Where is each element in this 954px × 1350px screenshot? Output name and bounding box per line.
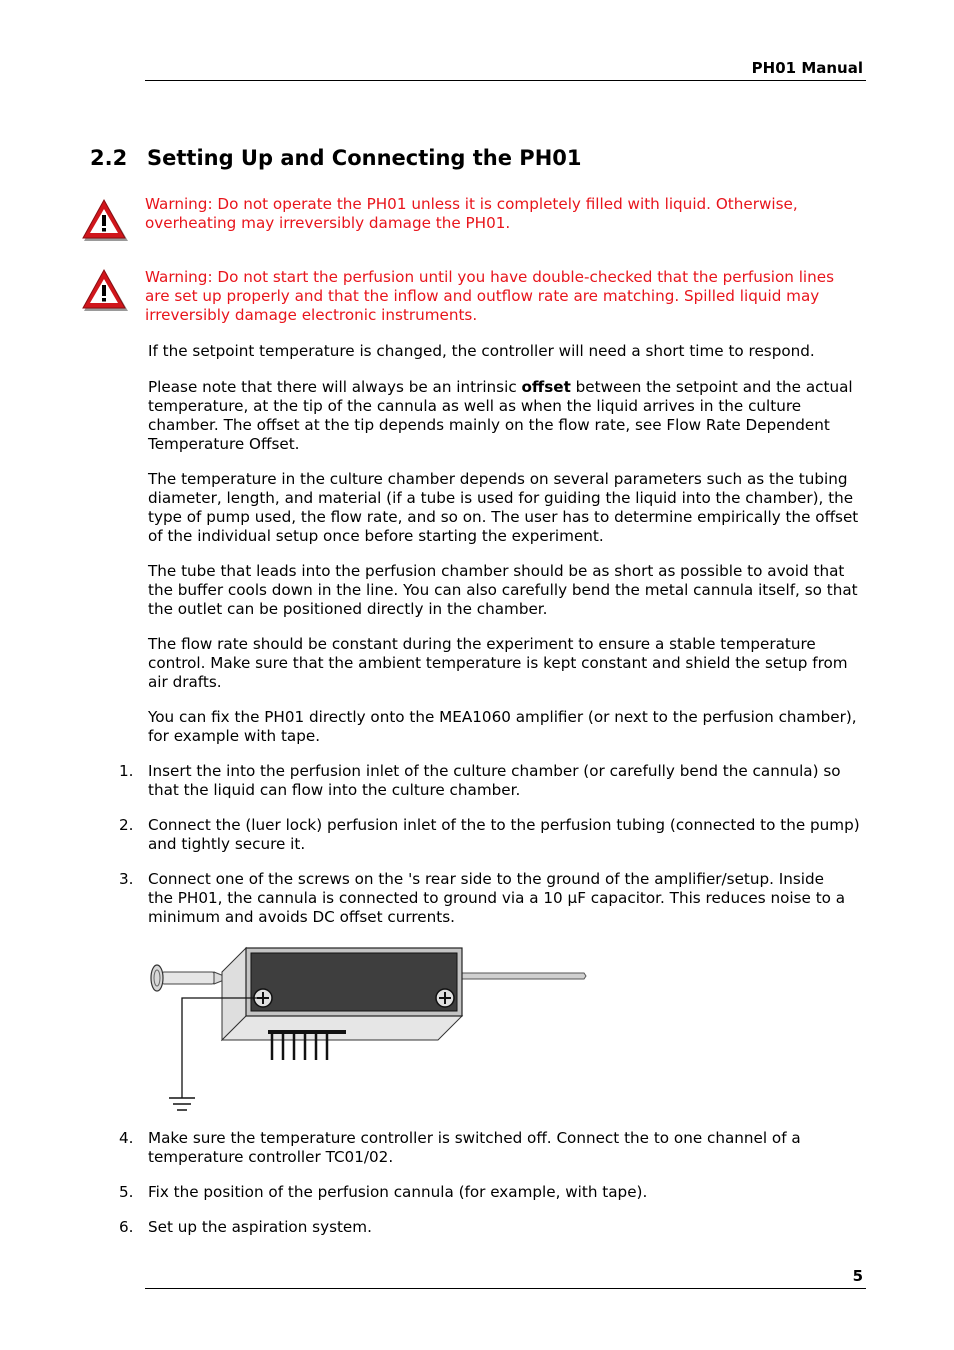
step-number: 2. [119, 816, 134, 834]
ph01-grounding-diagram [140, 940, 600, 1120]
header-title: PH01 Manual [751, 59, 863, 77]
warning-icon [80, 198, 128, 242]
paragraph-mounting: You can fix the PH01 directly onto the MEA1060 amplifier (or next to the perfusion chamber), for example with tape. [148, 708, 857, 745]
footer-rule [145, 1288, 866, 1289]
paragraph-flow-rate: The flow rate should be constant during the experiment to ensure a stable temperature control. Make sure that the ambient temperature is kept constant and shield the setup from air drafts. [148, 635, 848, 691]
step-text: Insert the into the perfusion inlet of the culture chamber (or carefully bend the cannula) so that the liquid can flow into the culture chamber. [148, 762, 841, 799]
header-rule [145, 80, 866, 81]
step-text: Set up the aspiration system. [148, 1218, 372, 1236]
section-heading [90, 146, 582, 170]
paragraph-response-time: If the setpoint temperature is changed, the controller will need a short time to respond. [148, 342, 815, 360]
offset-term: offset [521, 378, 571, 396]
step-number: 5. [119, 1183, 134, 1201]
warning-text-2: Warning: Do not start the perfusion until you have double-checked that the perfusion lines are set up properly and that the inflow and outflow rate are matching. Spilled liquid may irreversibly damage electronic instruments. [145, 268, 835, 324]
section-number: 2.2 [90, 146, 128, 170]
step-text: Connect the (luer lock) perfusion inlet of the to the perfusion tubing (connected to the pump) and tightly secure it. [148, 816, 860, 853]
page-number: 5 [852, 1267, 863, 1285]
paragraph-tube: The tube that leads into the perfusion chamber should be as short as possible to avoid that the buffer cools down in the line. You can also carefully bend the metal cannula itself, so that the outlet can be positioned directly in the chamber. [148, 562, 858, 618]
step-number: 1. [119, 762, 134, 780]
section-title: Setting Up and Connecting the PH01 [147, 146, 582, 170]
step-text: Connect one of the screws on the 's rear side to the ground of the amplifier/setup. Inside the PH01, the cannula is connected to ground via a 10 µF capacitor. This reduces noise to a minimum and avoids DC offset currents. [148, 870, 846, 926]
paragraph-culture-chamber: The temperature in the culture chamber depends on several parameters such as the tubing diameter, length, and material (if a tube is used for guiding the liquid into the chamber), the type of pump used, the flow rate, and so on. The user has to determine empirically the offset of the individual setup once before starting the experiment. [148, 470, 859, 545]
warning-icon [80, 268, 128, 312]
step-number: 6. [119, 1218, 134, 1236]
step-number: 4. [119, 1129, 134, 1147]
step-text: Make sure the temperature controller is switched off. Connect the to one channel of a temperature controller TC01/02. [148, 1129, 801, 1166]
warning-text-1: Warning: Do not operate the PH01 unless it is completely filled with liquid. Otherwise, overheating may irreversibly damage the PH01. [145, 195, 798, 232]
paragraph-offset: Please note that there will always be an intrinsic offset between the setpoint and the actual temperature, at the tip of the cannula as well as when the liquid arrives in the culture chamber. The offset at the tip depends mainly on the flow rate, see Flow Rate Dependent Temperature Offset. [148, 378, 853, 453]
step-number: 3. [119, 870, 134, 888]
step-text: Fix the position of the perfusion cannula (for example, with tape). [148, 1183, 648, 1201]
